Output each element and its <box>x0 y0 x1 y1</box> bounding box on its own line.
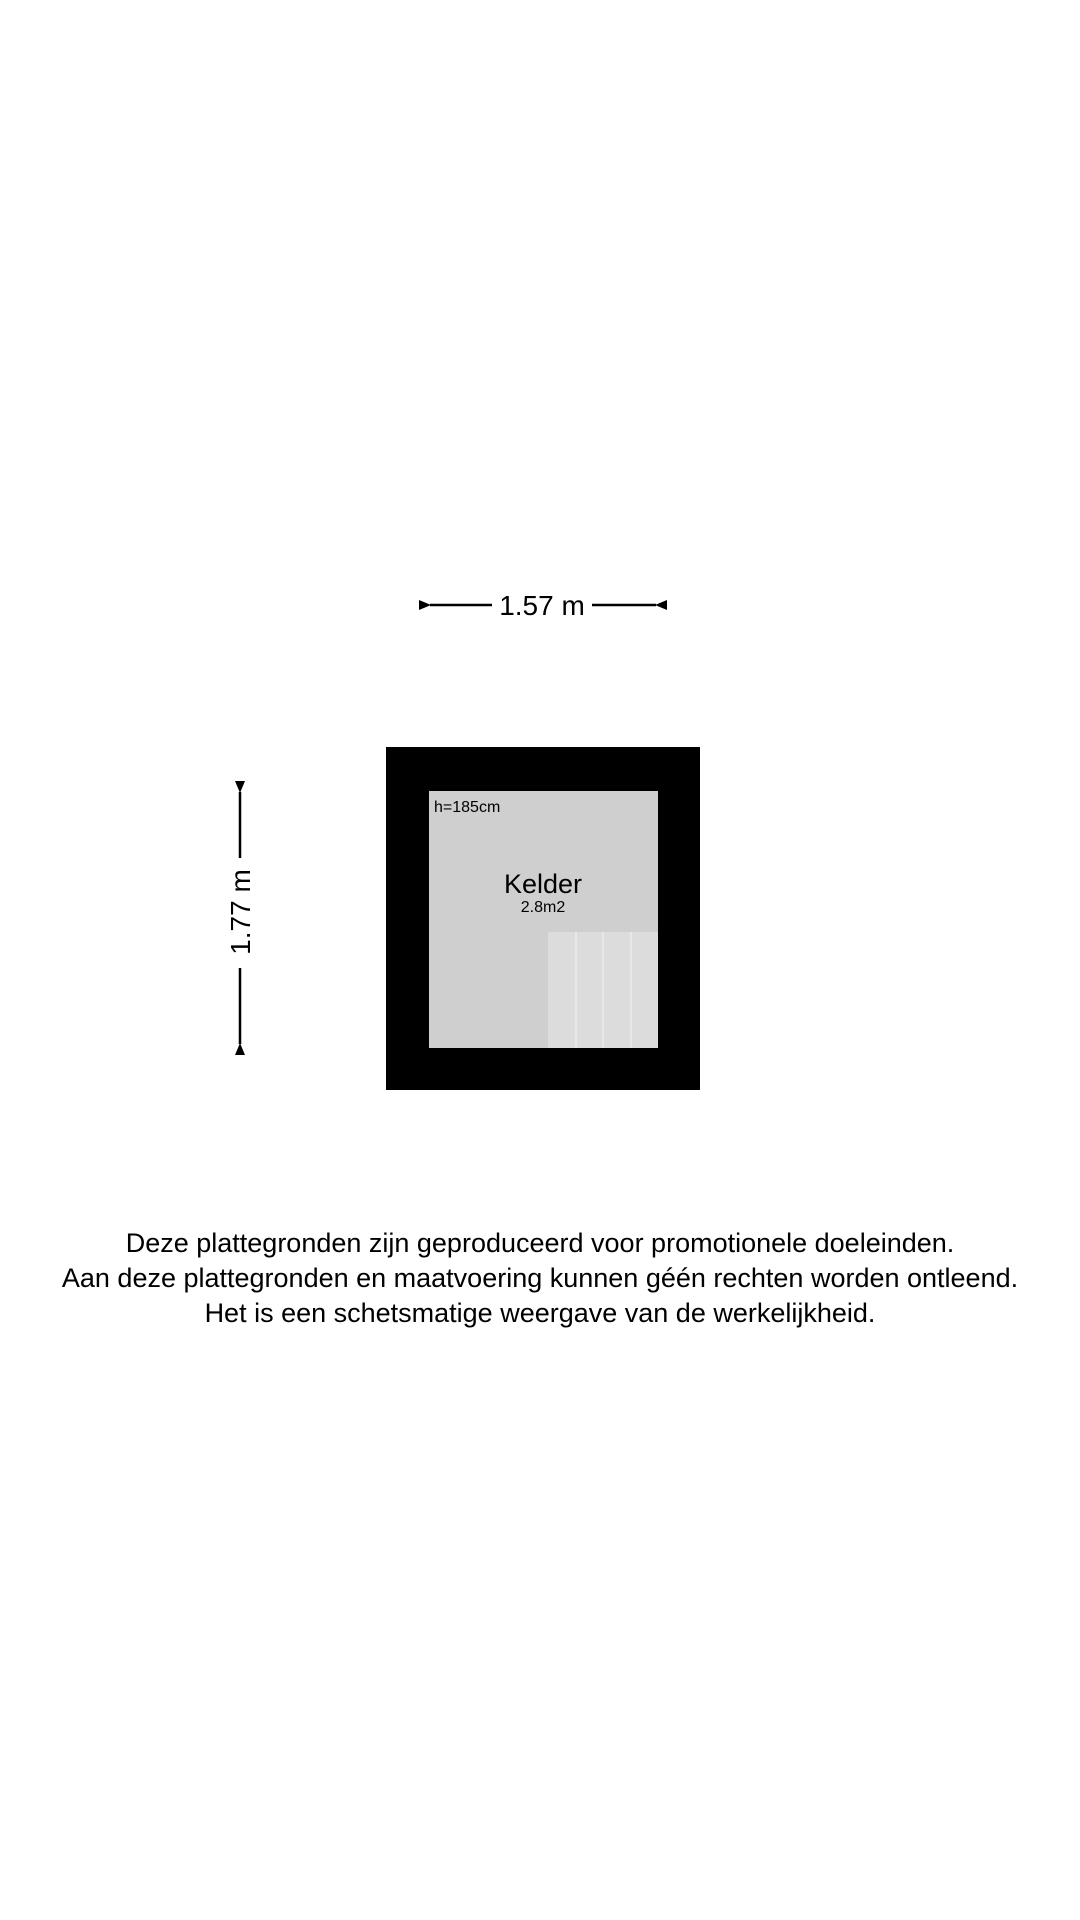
room-name: Kelder <box>503 869 583 899</box>
disclaimer-line: Het is een schetsmatige weergave van de werkelijkheid. <box>204 1298 876 1328</box>
disclaimer-line: Deze plattegronden zijn geproduceerd voor promotionele doeleinden. <box>125 1228 955 1258</box>
width-dimension-label: 1.57 m <box>499 590 585 621</box>
room-kelder <box>386 747 700 1090</box>
room-area: 2.8m2 <box>520 899 566 916</box>
disclaimer-line: Aan deze plattegronden en maatvoering kunnen géén rechten worden ontleend. <box>61 1263 1019 1293</box>
stairs <box>548 932 658 1048</box>
height-dimension-label: 1.77 m <box>225 869 256 955</box>
disclaimer <box>0 1226 1080 1331</box>
room-height-note: h=185cm <box>434 799 501 816</box>
width-dimension <box>430 590 656 621</box>
height-dimension <box>225 792 256 1044</box>
